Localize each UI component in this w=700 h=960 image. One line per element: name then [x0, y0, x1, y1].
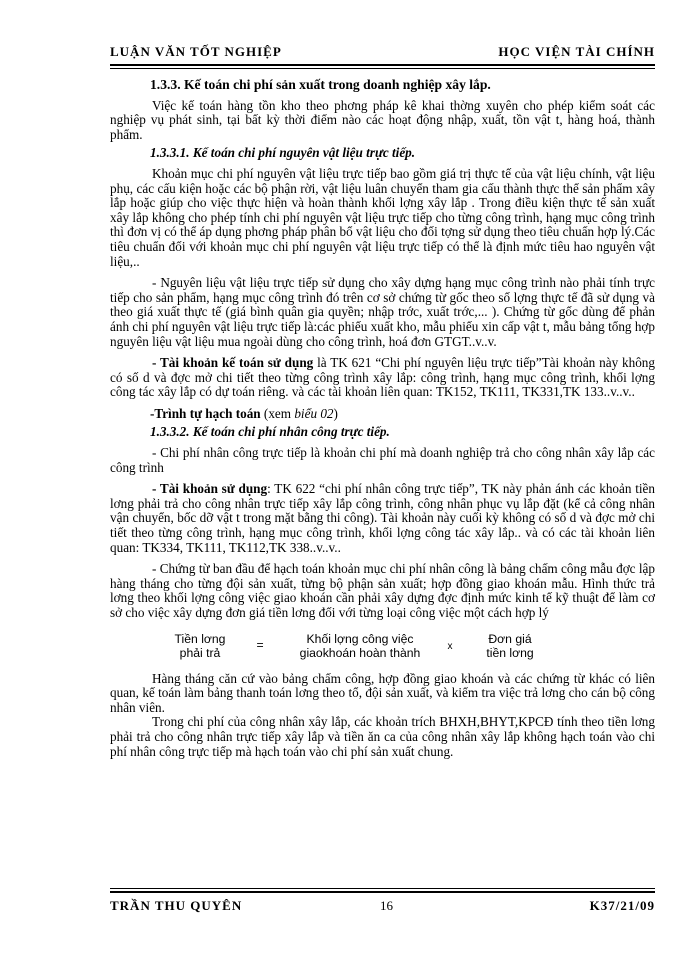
- formula-rhs-line1: Đơn giá: [488, 631, 532, 646]
- subsection-title-2: 1.3.3.2. Kế toán chi phí nhân công trực tiếp.: [150, 424, 390, 440]
- paragraph-materials-account: [110, 356, 655, 400]
- footer-author: TRẦN THU QUYÊN: [110, 898, 243, 913]
- account-label-621: - Tài khoản kế toán sử dụng: [152, 355, 314, 371]
- page-header: [110, 44, 655, 64]
- paragraph-labor-documents: - Chứng từ ban đầu để hạch toán khoản mục chi phí nhân công là bảng chấm công mẫu đợc lập hàng tháng cho từng đội sản xuất, từng bộ phận sản xuất; hợp đồng giao khoán mẫu. Hình thức trả lơng theo khối lợng công việc giao khoán cần phải xây dựng đợc định mức kinh tế kỹ thuật để làm cơ sở cho việc xây dựng đơn giá tiền lơng đối với từng loại công việc một cách hợp lý: [110, 561, 655, 620]
- formula-middle-line2: giaokhoán hoàn thành: [299, 645, 421, 660]
- paragraph-procedure: [110, 407, 655, 422]
- account-text-622: : TK 622 “chi phí nhân công trực tiếp”, TK này phản ánh các khoản tiền lơng phải trả cho công nhân trực tiếp xây lắp công trình, công nhân phục vụ lắp đặt (kể cả công nhân vận chuyển, bốc dỡ vật t trong mặt bằng thi công). Tài khoản này cuối kỳ không có số d và đợc mở chi tiết theo từng công trình, hạng mục công trình, khối lợng công tác xây lắp.. và có các tài khoản liên quan: TK334, TK111, TK112,TK 338..v..v..: [110, 481, 655, 555]
- footer-rule-thin: [110, 888, 655, 889]
- page-number: 16: [380, 898, 393, 913]
- section-title: 1.3.3. Kế toán chi phí sản xuất trong doanh nghiệp xây lắp.: [150, 77, 491, 92]
- account-text-621: là TK 621 “Chi phí nguyên liệu trực tiếp”Tài khoản này không có số d và đợc mở chi tiết theo từng công trình xây lắp: công trình, hạng mục công trình, khối lợng công tác xây lắp có dự toán riêng. và các tài khoản liên quan: TK152, TK111, TK331,TK 133..v..v..: [110, 355, 655, 400]
- footer-rule-thick: [110, 891, 655, 893]
- paragraph-materials-direct: - Nguyên liệu vật liệu trực tiếp sử dụng cho xây dựng hạng mục công trình nào phải tính trực tiếp cho sản phẩm, hạng mục công trình đó trên cơ sở chứng từ gốc theo số lợng thực tế đã sử dụng và theo giá xuất thực tế (giá bình quân gia quyền; nhập trớc, xuất trớc,... ). Chứng từ gốc dùng để phản ánh chi phí nguyên vật liệu trực tiếp là:các phiếu xuất kho, mẫu phiếu xin cấp vật t, mẫu bảng tổng hợp nguyên liệu vật liệu mua ngoài dùng cho công trình, hoá đơn GTGT..v..v.: [110, 275, 655, 349]
- header-left: LUẬN VĂN TỐT NGHIỆP: [110, 44, 282, 59]
- formula-lhs: [160, 632, 240, 660]
- formula-equals: =: [256, 637, 264, 652]
- header-right: HỌC VIỆN TÀI CHÍNH: [498, 44, 655, 59]
- formula-middle: [285, 632, 435, 660]
- paragraph-labor-payroll: Hàng tháng căn cứ vào bảng chấm công, hợp đồng giao khoán và các chứng từ khác có liên quan, kế toán làm bảng thanh toán lơng theo tổ, đội sản xuất, và kiểm tra việc trả lơng cho cán bộ công nhân viên.: [110, 670, 655, 715]
- procedure-label: -Trình tự hạch toán: [150, 405, 261, 421]
- paragraph-materials-definition: Khoản mục chi phí nguyên vật liệu trực tiếp bao gồm giá trị thực tế của vật liệu chính, vật liệu phụ, các cấu kiện hoặc các bộ phận rời, vật liệu luân chuyển tham gia cấu thành thực thể sản phẩm xây lắp hoặc giúp cho việc thực hiện và hoàn thành khối lợng xây lắp . Trong điều kiện thực tế sản xuất xây lắp không cho phép tính chi phí nguyên vật liệu trực tiếp cho từng công trình, hạng mục công trình thì đơn vị có thể áp dụng phơng pháp phân bổ vật liệu cho đối tợng sử dụng theo tiêu chuẩn hợp lý.Các tiêu chuẩn đối với khoản mục chi phí nguyên vật liệu trực tiếp có thể là định mức tiêu hao nguyên vật liệu,..: [110, 165, 655, 269]
- footer-class-code: K37/21/09: [589, 898, 655, 913]
- page-footer: [110, 898, 655, 916]
- formula-middle-line1: Khối lợng công việc: [306, 631, 414, 646]
- formula-lhs-line2: phải trả: [179, 645, 221, 660]
- paragraph-labor-deductions: Trong chi phí của công nhân xây lắp, các khoản trích BHXH,BHYT,KPCĐ tính theo tiền lơng phải trả cho công nhân trực tiếp xây lắp và tiền ăn ca của công nhân xây lắp không hạch toán vào chi phí nhân công trực tiếp mà hạch toán vào chi phí sản xuất chung.: [110, 714, 655, 759]
- account-label-622: - Tài khoản sử dụng: [152, 481, 268, 497]
- header-rule-thick: [110, 64, 655, 66]
- procedure-ref: biểu 02: [294, 405, 334, 421]
- formula-lhs-line1: Tiền lơng: [174, 631, 226, 646]
- paragraph-intro: Việc kế toán hàng tồn kho theo phơng pháp kê khai thờng xuyên cho phép kiểm soát các nghiệp vụ phát sinh, tại bất kỳ thời điểm nào các hoạt động nhập, xuất, tồn vật t, hàng hoá, thành phẩm.: [110, 97, 655, 142]
- subsection-title-1: 1.3.3.1. Kế toán chi phí nguyên vật liệu trực tiếp.: [150, 145, 416, 161]
- paragraph-labor-definition: - Chi phí nhân công trực tiếp là khoản chi phí mà doanh nghiệp trả cho công nhân xây lắp các công trình: [110, 445, 655, 475]
- formula-rhs: [470, 632, 550, 660]
- header-rule-thin: [110, 68, 655, 69]
- procedure-end: ): [333, 405, 338, 421]
- formula-rhs-line2: tiền lơng: [486, 645, 534, 660]
- formula-times: x: [447, 640, 453, 652]
- paragraph-labor-account: [110, 482, 655, 555]
- procedure-text: (xem: [260, 405, 295, 421]
- page-body: [110, 78, 655, 759]
- wage-formula: [110, 626, 655, 666]
